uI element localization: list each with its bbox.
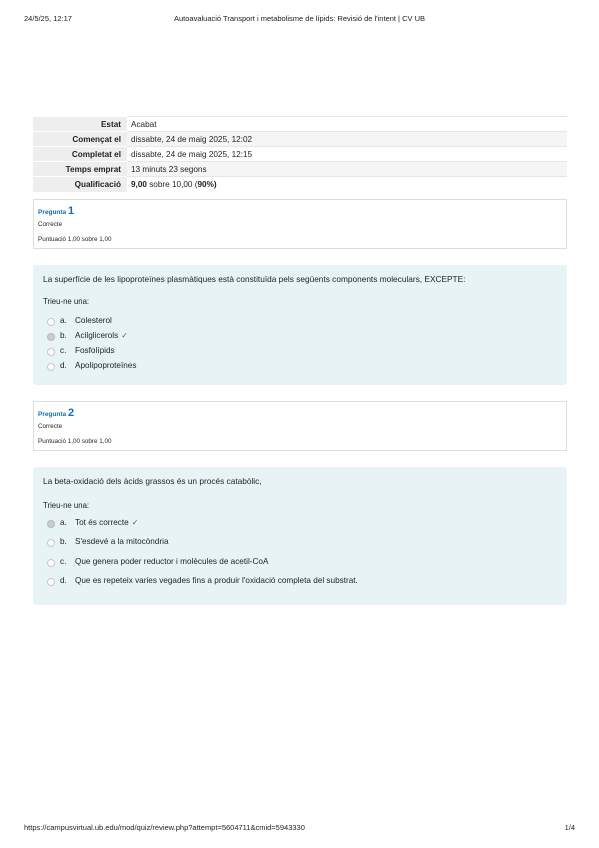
answer-prompt: Trieu-ne una: [43, 501, 90, 510]
summary-value [127, 177, 567, 192]
answer-letter: c. [60, 346, 67, 355]
answer-option[interactable] [33, 315, 567, 329]
question-state: Correcte [38, 221, 63, 228]
print-page-number: 1/4 [564, 823, 575, 832]
radio-icon[interactable] [47, 318, 55, 326]
radio-icon[interactable] [47, 578, 55, 586]
answer-text: Tot és correcte ✓ [75, 518, 139, 527]
answer-letter: b. [60, 537, 67, 546]
grade-percent-sign: %) [206, 179, 217, 189]
answer-letter: a. [60, 316, 67, 325]
summary-label: Completat el [33, 147, 127, 162]
answer-letter: b. [60, 331, 67, 340]
radio-icon[interactable] [47, 539, 55, 547]
radio-icon[interactable] [47, 348, 55, 356]
radio-icon[interactable] [47, 333, 55, 341]
question-2-content [33, 467, 567, 605]
question-text: La superfície de les lipoproteïnes plasmàtiques està constituïda pels següents components moleculars, EXCEPTE: [43, 274, 466, 284]
summary-label: Qualificació [33, 177, 127, 192]
radio-icon[interactable] [47, 363, 55, 371]
answer-text: Acilglicerols ✓ [75, 331, 128, 340]
grade-percent: 90 [197, 179, 207, 189]
answer-prompt: Trieu-ne una: [43, 297, 90, 306]
answer-option[interactable] [33, 536, 567, 550]
answer-text: S'esdevé a la mitocòndria [75, 537, 169, 546]
radio-icon[interactable] [47, 520, 55, 528]
correct-check-icon: ✓ [131, 518, 139, 527]
question-number: Pregunta 2 [38, 407, 75, 419]
question-number: Pregunta 1 [38, 205, 75, 217]
answer-text: Apolipoproteïnes [75, 361, 137, 370]
question-1-info [33, 199, 567, 249]
answer-option[interactable] [33, 556, 567, 570]
answer-letter: a. [60, 518, 67, 527]
question-1-content [33, 265, 567, 385]
summary-row-completed [33, 147, 567, 162]
radio-icon[interactable] [47, 559, 55, 567]
answer-text: Que es repeteix varies vegades fins a produir l'oxidació completa del substrat. [75, 576, 358, 585]
answer-letter: d. [60, 576, 67, 585]
print-footer [0, 823, 599, 835]
summary-label: Començat el [33, 132, 127, 147]
summary-value: Acabat [127, 117, 567, 132]
summary-row-started [33, 132, 567, 147]
summary-value: 13 minuts 23 segons [127, 162, 567, 177]
question-2-info [33, 401, 567, 451]
print-url: https://campusvirtual.ub.edu/mod/quiz/review.php?attempt=5604711&cmid=5943330 [24, 823, 305, 832]
answer-option[interactable] [33, 345, 567, 359]
grade-out-of: sobre 10,00 ( [146, 179, 198, 189]
question-grade: Puntuació 1,00 sobre 1,00 [38, 236, 112, 243]
answer-option[interactable] [33, 517, 567, 531]
correct-check-icon: ✓ [121, 331, 128, 340]
print-title: Autoavaluació Transport i metabolisme de lípids: Revisió de l'intent | CV UB [173, 14, 425, 23]
summary-value: dissabte, 24 de maig 2025, 12:02 [127, 132, 567, 147]
print-header [0, 14, 599, 26]
summary-label: Temps emprat [33, 162, 127, 177]
summary-row-state [33, 117, 567, 132]
attempt-summary-table [33, 116, 567, 192]
summary-label: Estat [33, 117, 127, 132]
answer-text: Colesterol [75, 316, 112, 325]
question-grade: Puntuació 1,00 sobre 1,00 [38, 438, 112, 445]
summary-row-grade [33, 177, 567, 192]
summary-row-time-taken [33, 162, 567, 177]
answer-letter: c. [60, 557, 67, 566]
grade-score: 9,00 [131, 179, 147, 189]
summary-value: dissabte, 24 de maig 2025, 12:15 [127, 147, 567, 162]
answer-letter: d. [60, 361, 67, 370]
answer-option[interactable] [33, 330, 567, 344]
question-text: La beta-oxidació dels àcids grassos és un procés catabòlic, [43, 476, 262, 486]
answer-option[interactable] [33, 575, 567, 589]
question-state: Correcte [38, 423, 63, 430]
answer-option[interactable] [33, 360, 567, 374]
answer-text: Que genera poder reductor i molècules de acetil-CoA [75, 557, 269, 566]
answer-text: Fosfolípids [75, 346, 115, 355]
print-date: 24/5/25, 12:17 [24, 14, 72, 23]
